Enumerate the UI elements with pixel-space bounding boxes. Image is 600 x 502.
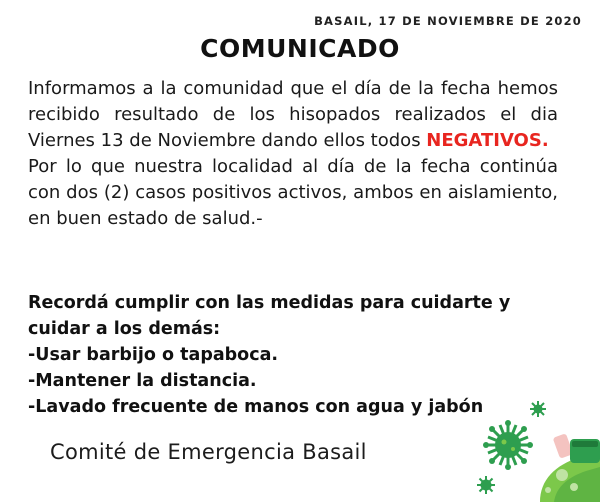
reminder-intro-line-2: cuidar a los demás:: [28, 319, 221, 339]
announcement-body: [28, 76, 558, 232]
reminder-item: -Usar barbijo o tapaboca.: [28, 345, 279, 365]
reminder-intro-line-1: Recordá cumplir con las medidas para cuidarte y: [28, 293, 511, 313]
virus-icon: [483, 420, 533, 470]
results-text: Informamos a la comunidad que el día de la fecha hemos recibido resultado de los hisopados realizados el dia Viernes 13 de Noviembre dando ellos todos: [28, 78, 558, 151]
virus-icon: [530, 401, 546, 417]
page-title: COMUNICADO: [200, 34, 400, 63]
virus-icon: [477, 476, 495, 494]
paragraph-status: Por lo que nuestra localidad al día de la fecha continúa con dos (2) casos positivos activos, ambos en aislamiento, en buen estado de salud.-: [28, 156, 558, 229]
date-line: BASAIL, 17 DE NOVIEMBRE DE 2020: [314, 14, 582, 28]
signature: Comité de Emergencia Basail: [50, 440, 367, 464]
paragraph-results: [28, 76, 558, 154]
reminder-item: -Mantener la distancia.: [28, 371, 257, 391]
hand-washing-illustration: [540, 433, 600, 502]
virus-illustration: [470, 395, 600, 502]
reminder-item: -Lavado frecuente de manos con agua y jabón: [28, 397, 484, 417]
negative-highlight: NEGATIVOS.: [426, 130, 549, 151]
